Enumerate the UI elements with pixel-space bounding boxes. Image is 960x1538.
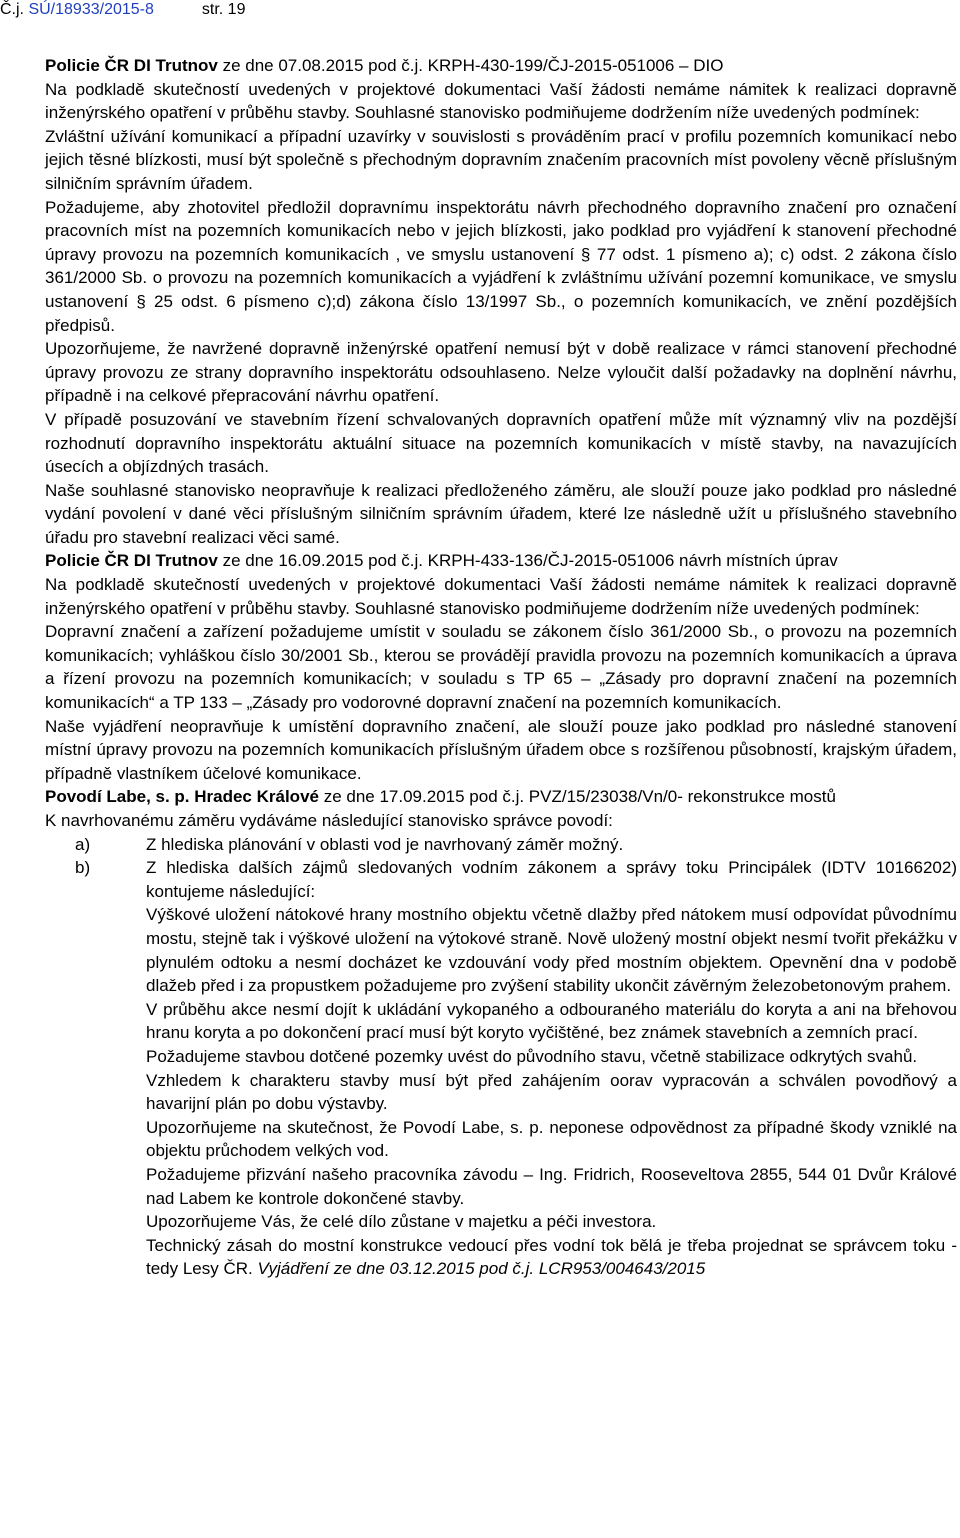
indented-paragraph: Výškové uložení nátokové hrany mostního objektu včetně dlažby před nátokem musí odpovídat původnímu mostu, stejně tak i výškové uložení na výtokové straně. Nově uložený mostní objekt nesmí tvořit překážku v plynulém odtoku a nesmí docházet ke vzdouvání vody před mostním objektem. Opevnění dna v podobě dlažeb před i za propustkem požadujeme pro zvýšení stability ukončit závěrným železobetonovým prahem. (146, 905, 957, 996)
list-label: b) (75, 858, 91, 878)
indented-paragraph-last (45, 1234, 957, 1281)
heading-bold: Policie ČR DI Trutnov (45, 56, 218, 75)
file-number-link[interactable]: SÚ/18933/2015-8 (28, 1, 154, 18)
section-heading-police-1 (45, 54, 957, 78)
paragraph: Na podkladě skutečností uvedených v projektové dokumentaci Vaší žádosti nemáme námitek k realizaci dopravně inženýrského opatření v průběhu stavby. Souhlasné stanovisko podmiňujeme dodržením níže uvedených podmínek: (45, 79, 957, 123)
heading-rest: ze dne 07.08.2015 pod č.j. KRPH-430-199/ČJ-2015-051006 – DIO (217, 56, 724, 75)
indented-paragraph: Požadujeme stavbou dotčené pozemky uvést do původního stavu, včetně stabilizace odkrytých svahů. (146, 1046, 918, 1066)
list-text: Z hlediska plánování v oblasti vod je navrhovaný záměr možný. (146, 834, 624, 854)
section-heading-povodi (45, 785, 957, 809)
page-number: str. 19 (201, 1, 246, 18)
paragraph: Upozorňujeme, že navržené dopravně inženýrské opatření nemusí být v době realizace v rámci stanovení přechodné úpravy provozu ze strany dopravního inspektorátu odsouhlaseno. Nelze vyloučit další požadavky na doplnění návrhu, případně i na celkové přepracování návrhu opatření. (45, 339, 957, 406)
heading-rest: ze dne 17.09.2015 pod č.j. PVZ/15/23038/Vn/0- rekonstrukce mostů (318, 787, 836, 807)
indented-paragraph: Upozorňujeme Vás, že celé dílo zůstane v majetku a péči investora. (146, 1212, 657, 1232)
list-text: Z hlediska dalších zájmů sledovaných vodním zákonem a správy toku Principálek (IDTV 10166202) kontujeme následující: (146, 858, 957, 901)
paragraph: Zvláštní užívání komunikací a případní uzavírky v souvislosti s prováděním prací v profilu pozemních komunikací nebo jejich těsné blízkosti, musí být společně s přechodným dopravním značením pracovních míst povoleny věcně příslušným silničním správním úřadem. (45, 126, 957, 193)
section-heading-police-2 (45, 549, 957, 573)
list-item-a (45, 833, 957, 857)
indented-paragraph: V průběhu akce nesmí dojít k ukládání vykopaného a odbouraného materiálu do koryta a ani na břehovou hranu koryta a po dokončení prací musí být koryto vyčištěné, bez známek stavebních a zemních prací. (146, 999, 957, 1043)
paragraph: Požadujeme, aby zhotovitel předložil dopravnímu inspektorátu návrh přechodného dopravního značení pro označení pracovních míst na pozemních komunikacích nebo v jejich blízkosti, jako podklad pro vyjádření k stanovení přechodné úpravy provozu na pozemních komunikacích , ve smyslu ustanovení § 77 odst. 1 písmeno a); c) odst. 2 zákona číslo 361/2000 Sb. o provozu na pozemních komunikacích a vyjádření k zvláštnímu užívání pozemní komunikace, ve smyslu ustanovení § 25 odst. 6 písmeno c);d) zákona číslo 13/1997 Sb., o pozemních komunikacích, ve znění pozdějších předpisů. (45, 197, 957, 335)
statement-reference: Vyjádření ze dne 03.12.2015 pod č.j. LCR953/004643/2015 (257, 1259, 706, 1279)
paragraph: V případě posuzování ve stavebním řízení schvalovaných dopravních opatření může mít významný vliv na pozdější rozhodnutí dopravního inspektorátu aktuální situace na pozemních komunikacích v místě stavby, na navazujících úsecích a objízdných trasách. (45, 409, 957, 477)
paragraph: Naše vyjádření neopravňuje k umístění dopravního značení, ale slouží pouze jako podklad pro následné stanovení místní úpravy provozu na pozemních komunikacích příslušným úřadem obce s rozšířenou působností, krajským úřadem, případně vlastníkem účelové komunikace. (45, 716, 957, 783)
header-prefix: Č.j. (0, 1, 29, 18)
list-label: a) (75, 834, 91, 854)
indented-paragraph: Požadujeme přizvání našeho pracovníka závodu – Ing. Fridrich, Rooseveltova 2855, 544 01 Dvůr Králové nad Labem ke kontrole dokončené stavby. (146, 1164, 957, 1208)
paragraph-text: Technický zásah do mostní konstrukce vedoucí přes vodní tok bělá je třeba projednat se správcem toku - tedy Lesy ČR. (146, 1235, 957, 1279)
list-item-b (45, 856, 957, 903)
document-body (45, 54, 957, 1281)
indented-paragraph: Upozorňujeme na skutečnost, že Povodí Labe, s. p. neponese odpovědnost za případné škody vzniklé na objektu průchodem velkých vod. (146, 1117, 957, 1161)
paragraph: Naše souhlasné stanovisko neopravňuje k realizaci předloženého záměru, ale slouží pouze jako podklad pro následné vydání povolení v dané věci příslušným silničním správním úřadem, které lze následně užít u příslušného stavebního úřadu pro stavební realizaci věci samé. (45, 480, 957, 547)
indented-paragraph: Vzhledem k charakteru stavby musí být před zahájením oorav vypracován a schválen povodňový a havarijní plán po dobu výstavby. (146, 1070, 957, 1114)
paragraph: Dopravní značení a zařízení požadujeme umístit v souladu se zákonem číslo 361/2000 Sb., o provozu na pozemních komunikacích; vyhláškou číslo 30/2001 Sb., kterou se provádějí pravidla provozu na pozemních komunikacích a úprava a řízení provozu na pozemních komunikacích; v souladu s TP 65 – „Zásady pro dopravní značení na pozemních komunikacích“ a TP 133 – „Zásady pro vodorovné dopravní značení na pozemních komunikacích. (45, 622, 957, 713)
heading-rest: ze dne 16.09.2015 pod č.j. KRPH-433-136/ČJ-2015-051006 návrh místních úprav (217, 551, 838, 571)
page-header (0, 0, 245, 20)
paragraph: K navrhovanému záměru vydáváme následující stanovisko správce povodí: (45, 811, 613, 830)
paragraph: Na podkladě skutečností uvedených v projektové dokumentaci Vaší žádosti nemáme námitek k realizaci dopravně inženýrského opatření v průběhu stavby. Souhlasné stanovisko podmiňujeme dodržením níže uvedených podmínek: (45, 575, 957, 618)
heading-bold: Povodí Labe, s. p. Hradec Králové (45, 787, 319, 807)
heading-bold: Policie ČR DI Trutnov (45, 551, 218, 571)
